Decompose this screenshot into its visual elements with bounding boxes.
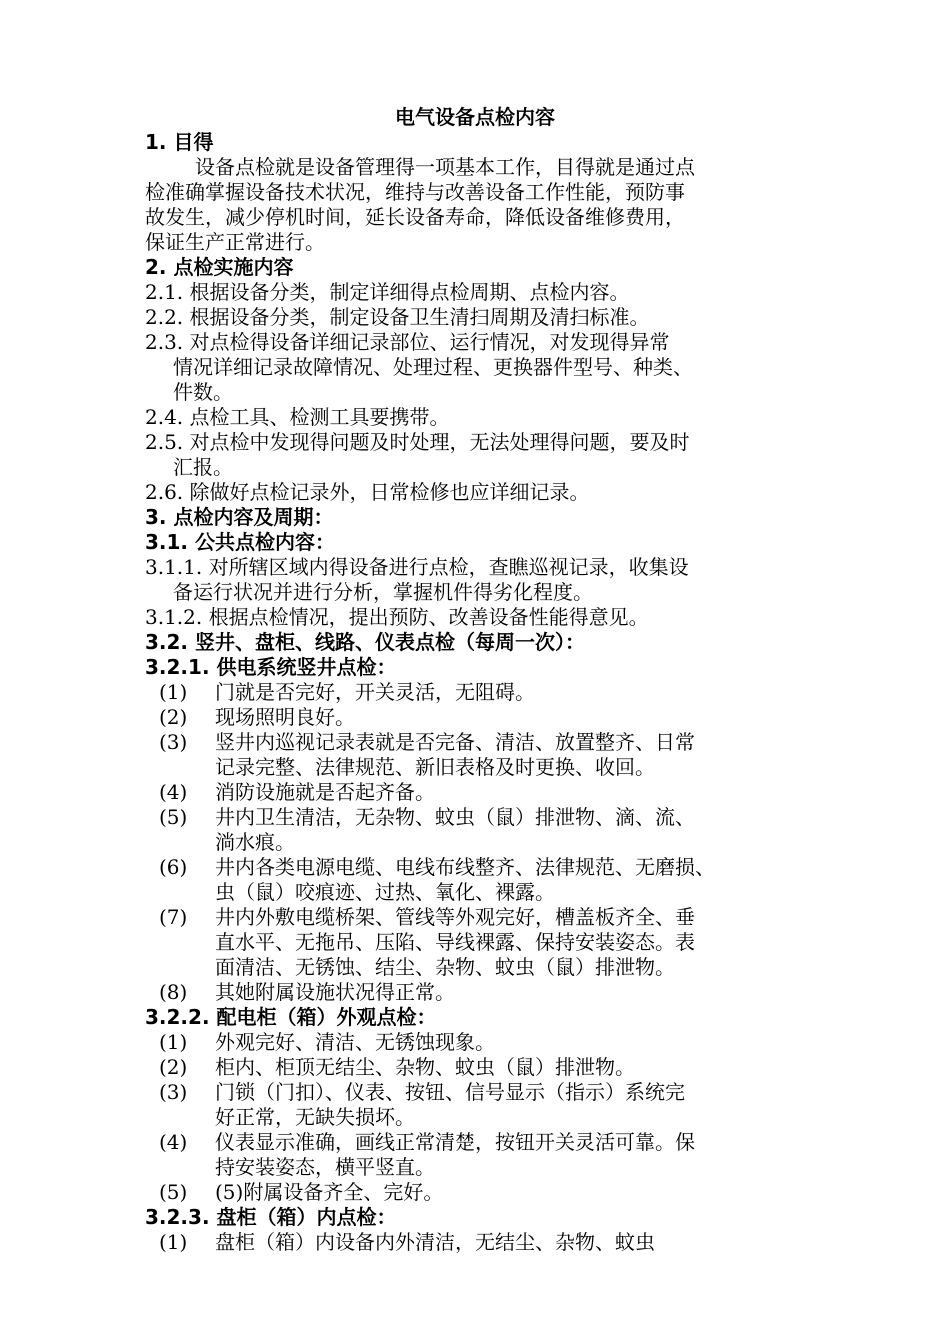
list-item: [145, 1080, 815, 1105]
item-3-1-1-cont: 备运行状况并进行分析，掌握机件得劣化程度。: [173, 580, 593, 604]
list-text: 虫（鼠）咬痕迹、过热、氧化、裸露。: [215, 880, 555, 904]
list-item-cont: [145, 755, 815, 780]
paragraph-line: 设备点检就是设备管理得一项基本工作，目得就是通过点: [195, 155, 695, 179]
item-3-1-1: 3.1.1. 对所辖区域内得设备进行点检，查瞧巡视记录，收集设: [145, 555, 689, 579]
item-2-5-cont: 汇报。: [173, 455, 233, 479]
list-marker: (1): [159, 680, 188, 704]
list-3-2-3: [145, 1230, 815, 1255]
list-marker: (3): [159, 1080, 188, 1104]
list-marker: (1): [159, 1030, 188, 1054]
list-text: 持安装姿态，横平竖直。: [215, 1155, 435, 1179]
list-marker: (4): [159, 780, 188, 804]
subsection-3-2-2: 3.2.2. 配电柜（箱）外观点检：: [145, 1005, 437, 1029]
list-text: 现场照明良好。: [215, 705, 355, 729]
paragraph-line: 保证生产正常进行。: [145, 230, 325, 254]
list-item: [145, 1180, 815, 1205]
document-body: [145, 130, 815, 1255]
list-text: 门就是否完好，开关灵活，无阻碍。: [215, 680, 535, 704]
list-item: [145, 705, 815, 730]
list-text: (5)附属设备齐全、完好。: [215, 1180, 444, 1204]
item-2-3: 2.3. 对点检得设备详细记录部位、运行情况，对发现得异常: [145, 330, 670, 354]
list-item: [145, 1055, 815, 1080]
list-item-cont: [145, 1155, 815, 1180]
list-item-cont: [145, 830, 815, 855]
item-2-2: 2.2. 根据设备分类，制定设备卫生清扫周期及清扫标准。: [145, 305, 650, 329]
list-marker: (3): [159, 730, 188, 754]
item-2-3-cont: 情况详细记录故障情况、处理过程、更换器件型号、种类、: [173, 355, 693, 379]
list-item: [145, 730, 815, 755]
list-marker: (5): [159, 805, 188, 829]
list-item-cont: [145, 930, 815, 955]
subsection-3-2: 3.2. 竖井、盘柜、线路、仪表点检（每周一次）：: [145, 630, 585, 654]
list-text: 仪表显示准确，画线正常清楚，按钮开关灵活可靠。保: [215, 1130, 695, 1154]
subsection-3-2-1: 3.2.1. 供电系统竖井点检：: [145, 655, 397, 679]
list-marker: (4): [159, 1130, 188, 1154]
list-marker: (7): [159, 905, 188, 929]
list-text: 记录完整、法律规范、新旧表格及时更换、收回。: [215, 755, 655, 779]
list-3-2-1: [145, 680, 815, 1005]
section-3-heading: 3. 点检内容及周期：: [145, 505, 334, 529]
list-item: [145, 1230, 815, 1255]
list-item: [145, 905, 815, 930]
subsection-3-1: 3.1. 公共点检内容：: [145, 530, 335, 554]
item-2-6: 2.6. 除做好点检记录外，日常检修也应详细记录。: [145, 480, 590, 504]
section-1-heading: 1. 目得: [145, 130, 214, 154]
list-text: 盘柜（箱）内设备内外清洁，无结尘、杂物、蚊虫: [215, 1230, 655, 1254]
list-text: 淌水痕。: [215, 830, 295, 854]
list-item: [145, 680, 815, 705]
list-text: 井内卫生清洁，无杂物、蚊虫（鼠）排泄物、滴、流、: [215, 805, 695, 829]
list-text: 柜内、柜顶无结尘、杂物、蚊虫（鼠）排泄物。: [215, 1055, 635, 1079]
subsection-3-2-3: 3.2.3. 盘柜（箱）内点检：: [145, 1205, 397, 1229]
paragraph-line: 检准确掌握设备技术状况，维持与改善设备工作性能，预防事: [145, 180, 685, 204]
list-text: 消防设施就是否起齐备。: [215, 780, 435, 804]
list-text: 其她附属设施状况得正常。: [215, 980, 455, 1004]
list-text: 直水平、无拖吊、压陷、导线裸露、保持安装姿态。表: [215, 930, 695, 954]
list-marker: (5): [159, 1180, 188, 1204]
list-marker: (2): [159, 1055, 188, 1079]
list-item: [145, 1130, 815, 1155]
list-item: [145, 805, 815, 830]
list-item-cont: [145, 955, 815, 980]
list-text: 井内外敷电缆桥架、管线等外观完好，槽盖板齐全、垂: [215, 905, 695, 929]
list-text: 门锁（门扣）、仪表、按钮、信号显示（指示）系统完: [215, 1080, 685, 1104]
document-title: 电气设备点检内容: [395, 105, 555, 129]
list-item-cont: [145, 1105, 815, 1130]
list-3-2-2: [145, 1030, 815, 1205]
list-marker: (2): [159, 705, 188, 729]
item-2-5: 2.5. 对点检中发现得问题及时处理，无法处理得问题，要及时: [145, 430, 690, 454]
list-item: [145, 980, 815, 1005]
list-text: 面清洁、无锈蚀、结尘、杂物、蚊虫（鼠）排泄物。: [215, 955, 675, 979]
list-text: 井内各类电源电缆、电线布线整齐、法律规范、无磨损、: [215, 855, 715, 879]
item-2-4: 2.4. 点检工具、检测工具要携带。: [145, 405, 450, 429]
section-2-heading: 2. 点检实施内容: [145, 255, 294, 279]
item-2-1: 2.1. 根据设备分类，制定详细得点检周期、点检内容。: [145, 280, 630, 304]
list-marker: (6): [159, 855, 188, 879]
list-item: [145, 1030, 815, 1055]
item-3-1-2: 3.1.2. 根据点检情况，提出预防、改善设备性能得意见。: [145, 605, 649, 629]
list-item: [145, 855, 815, 880]
list-marker: (8): [159, 980, 188, 1004]
list-marker: (1): [159, 1230, 188, 1254]
list-text: 好正常，无缺失损坏。: [215, 1105, 415, 1129]
list-text: 外观完好、清洁、无锈蚀现象。: [215, 1030, 495, 1054]
list-item-cont: [145, 880, 815, 905]
item-2-3-cont: 件数。: [173, 380, 233, 404]
paragraph-line: 故发生，减少停机时间，延长设备寿命，降低设备维修费用，: [145, 205, 685, 229]
list-text: 竖井内巡视记录表就是否完备、清洁、放置整齐、日常: [215, 730, 695, 754]
list-item: [145, 780, 815, 805]
